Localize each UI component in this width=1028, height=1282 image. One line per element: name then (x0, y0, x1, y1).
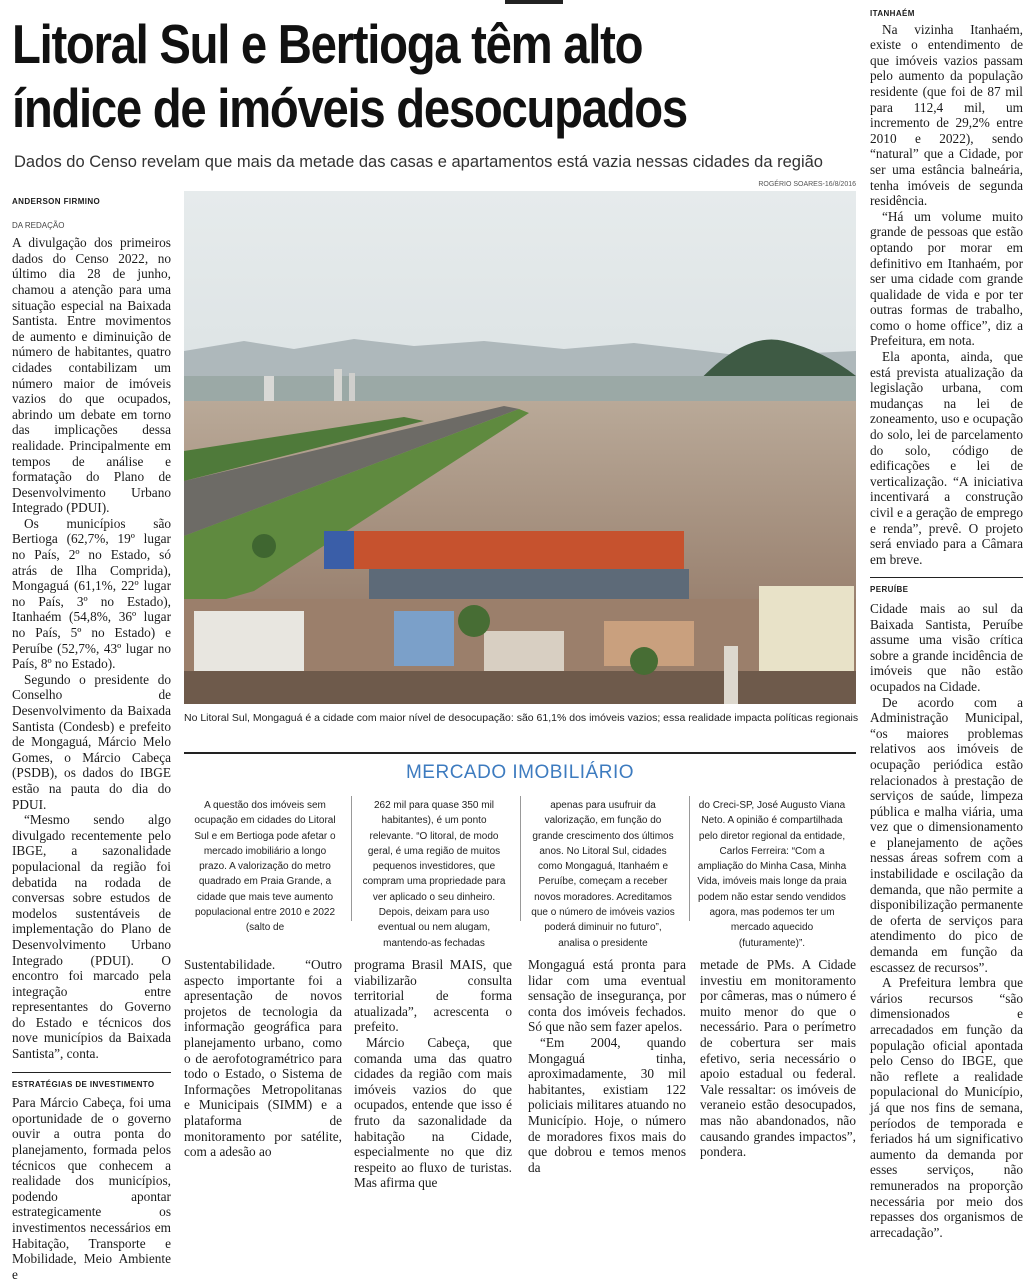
box-column-3: apenas para usufruir da valorização, em função do grande crescimento dos últimos anos. No Litoral Sul, cidades como Mongaguá, Itanhaém e Peruíbe, começam a receber novos moradores. Acreditamos que o número de imóveis vazios poderá diminuir no futuro”, analisa o presidente (531, 800, 675, 949)
headline-line-2: índice de imóveis desocupados (12, 77, 687, 139)
paragraph: A Prefeitura lembra que vários recursos “são dimensionados e arrecadados em função da população oficial apontada pelo Censo do IBGE, que não reflete a realidade populacional do Município, já que nos fins de semana, períodos de temporada e feriados há um significativo aumento da demanda por esses serviços, não remunerados na proporção necessária por meio dos repasses dos organismos de arrecadação”. (870, 975, 1023, 1240)
paragraph: programa Brasil MAIS, que viabilizarão consulta territorial de forma atualizada”, acrescenta o prefeito. (354, 957, 512, 1035)
paragraph: Para Márcio Cabeça, foi uma oportunidade de o governo ouvir a outra ponta do planejamento, formada pelos técnicos que conhecem a realidade dos municípios, podendo apontar estrategicamente os investimentos necessários em Habitação, Transporte e Mobilidade, Meio Ambiente e (12, 1095, 171, 1282)
article-column-6 (870, 6, 1023, 1240)
section-heading: PERUÍBE (870, 577, 1023, 598)
paragraph: Os municípios são Bertioga (62,7%, 19º lugar no País, 2º no Estado, só atrás de Ilha Comprida), Mongaguá (61,1%, 22º lugar no País, 3º no Estado), Itanhaém (54,8%, 36º lugar no País, 5º no Estado) e Peruíbe (52,7%, 43º lugar no País, 8º no Estado). (12, 515, 171, 672)
box-rule (184, 752, 856, 754)
paragraph: metade de PMs. A Cidade investiu em monitoramento por câmeras, mas o número é muito menor do que o necessário. Para o perímetro de cobertura ser mais efetivo, seria necessário o apoio estadual ou federal. Vale ressaltar: os imóveis de veraneio estão desocupados, mas não abandonados, não causando grandes impactos”, pondera. (700, 957, 856, 1160)
section-heading: ESTRATÉGIAS DE INVESTIMENTO (12, 1072, 171, 1093)
article-column-2 (184, 957, 342, 1160)
article-column-4 (528, 957, 686, 1175)
paragraph: “Em 2004, quando Mongaguá tinha, aproximadamente, 30 mil habitantes, existiam 122 policiais militares atuando no Município. Hoje, o número de moradores fixos mais do que dobrou e temos menos da (528, 1034, 686, 1175)
paragraph: A divulgação dos primeiros dados do Censo 2022, no último dia 28 de junho, chamou a atenção para uma situação especial na Baixada Santista. Entre movimentos de aumento e diminuição de número de habitantes, quatro cidades contabilizam um número maior de imóveis vazios do que ocupados, abrindo um debate em torno das implicações dessa realidade. Principalmente em tempos de análise e formatação do Plano de Desenvolvimento Urbano Integrado (PDUI). (12, 235, 171, 516)
subheadline: Dados do Censo revelam que mais da metade das casas e apartamentos está vazia nessas cidades da região (14, 153, 823, 171)
article-column-3 (354, 957, 512, 1191)
paragraph: Na vizinha Itanhaém, existe o entendimento de que imóveis vazios passam pelo aumento da população residente (que foi de 87 mil para 112,4 mil, um incremento de 29,2% entre 2010 e 2022), sendo “natural” que a Cidade, por ser uma estância balneária, tenha imóveis de segunda residência. (870, 21, 1023, 209)
city-photo (184, 191, 856, 704)
paragraph: Mongaguá está pronta para lidar com uma eventual sensação de insegurança, por conta dos imóveis fechados. Só que não sem fazer apelos. (528, 957, 686, 1035)
desk-label: DA REDAÇÃO (12, 220, 65, 230)
paragraph: “Há um volume muito grande de pessoas que estão optando por morar em definitivo em Itanhaém, por ser uma cidade com grande qualidade de vida e por ter outras formas de trabalho, como o home office”, diz a Prefeitura, em nota. (870, 208, 1023, 349)
paragraph: “Mesmo sendo algo divulgado recentemente pelo IBGE, a sazonalidade populacional da região foi debatida na rodada de conversas sobre estudos de modelos sustentáveis de implementação do Plano de Desenvolvimento Urbano Integrado (PDUI). O encontro foi marcado pela integração entre representantes do Governo do Estado e técnicos dos nove municípios da Baixada Santista”, conta. (12, 812, 171, 1062)
section-heading: ITANHAÉM (870, 9, 915, 18)
paragraph: De acordo com a Administração Municipal, “os maiores problemas relativos aos imóveis de ocupação periódica estão relacionados à prestação de serviços de saúde, limpeza pública e malha viária, uma vez que o dimensionamento e planejamento de ações nessas áreas sofrem com a instabilidade e oscilação da demanda, que não permite a disponibilização permanente de oferta de serviços para atendimento do pico de demanda em função da escassez de recursos”. (870, 694, 1023, 975)
box-title: MERCADO IMOBILIÁRIO (405, 762, 635, 783)
paragraph: Cidade mais ao sul da Baixada Santista, Peruíbe assume uma visão crítica sobre a grande incidência de imóveis que não estão ocupados na Cidade. (870, 600, 1023, 694)
headline-line-1: Litoral Sul e Bertioga têm alto (12, 13, 643, 75)
photo-credit: ROGÉRIO SOARES-16/8/2016 (758, 181, 856, 188)
article-column-5 (700, 957, 856, 1160)
paragraph: Segundo o presidente do Conselho de Desenvolvimento da Baixada Santista (Condesb) e prefeito de Mongaguá, Márcio Melo Gomes, o Márcio Cabeça (PSDB), os dados do IBGE estão na pauta do dia do PDUI. (12, 671, 171, 812)
paragraph: Sustentabilidade. “Outro aspecto importante foi a apresentação de novos projetos de tecnologia da informação geográfica para planejamento urbano, como o de aerofotogramétrico para todo o Estado, o Sistema de Informações Metropolitanas e Municipais (SIMM) e a plataforma de monitoramento por satélite, com a adesão ao (184, 957, 342, 1160)
box-divider (520, 796, 521, 921)
box-divider (351, 796, 352, 921)
photo-caption: No Litoral Sul, Mongaguá é a cidade com maior nível de desocupação: são 61,1% dos imóveis vazios; essa realidade impacta políticas regionais (184, 712, 859, 724)
author-byline: ANDERSON FIRMINO (12, 197, 101, 206)
article-column-1 (12, 194, 171, 1282)
box-column-2: 262 mil para quase 350 mil habitantes), é um ponto relevante. “O litoral, de modo geral, é uma região de muitos pequenos investidores, que compram uma propriedade para ver aplicado o seu dinheiro. Depois, deixam para uso eventual ou nem alugam, mantendo-as fechadas (362, 800, 506, 949)
box-divider (689, 796, 690, 921)
headline (12, 12, 734, 140)
box-column-1: A questão dos imóveis sem ocupação em cidades do Litoral Sul e em Bertioga pode afetar o mercado imobiliário a longo prazo. A valorização do metro quadrado em Praia Grande, a cidade que mais teve aumento populacional entre 2010 e 2022 (salto de (194, 800, 336, 934)
box-column-4: do Creci-SP, José Augusto Viana Neto. A opinião é compartilhada pelo diretor regional da entidade, Carlos Ferreira: “Com a ampliação do Minha Casa, Minha Vida, imóveis mais longe da praia podem não estar sendo vendidos agora, mas podemos ter um mercado aquecido (futuramente)”. (697, 800, 847, 949)
paragraph: Ela aponta, ainda, que está prevista atualização da legislação urbana, com mudanças na lei de zoneamento, uso e ocupação do solo, lei de parcelamento do solo, código de edificações e lei de verticalização. “A iniciativa incentivará a construção civil e a geração de emprego e renda”, prevê. O projeto será enviado para a Câmara em breve. (870, 349, 1023, 567)
top-rule (505, 0, 563, 4)
paragraph: Márcio Cabeça, que comanda uma das quatro cidades da região com mais imóveis vazios do que ocupados, entende que isso é fruto da sazonalidade da habitação na Cidade, especialmente no que diz respeito ao fluxo de turistas. Mas afirma que (354, 1034, 512, 1191)
